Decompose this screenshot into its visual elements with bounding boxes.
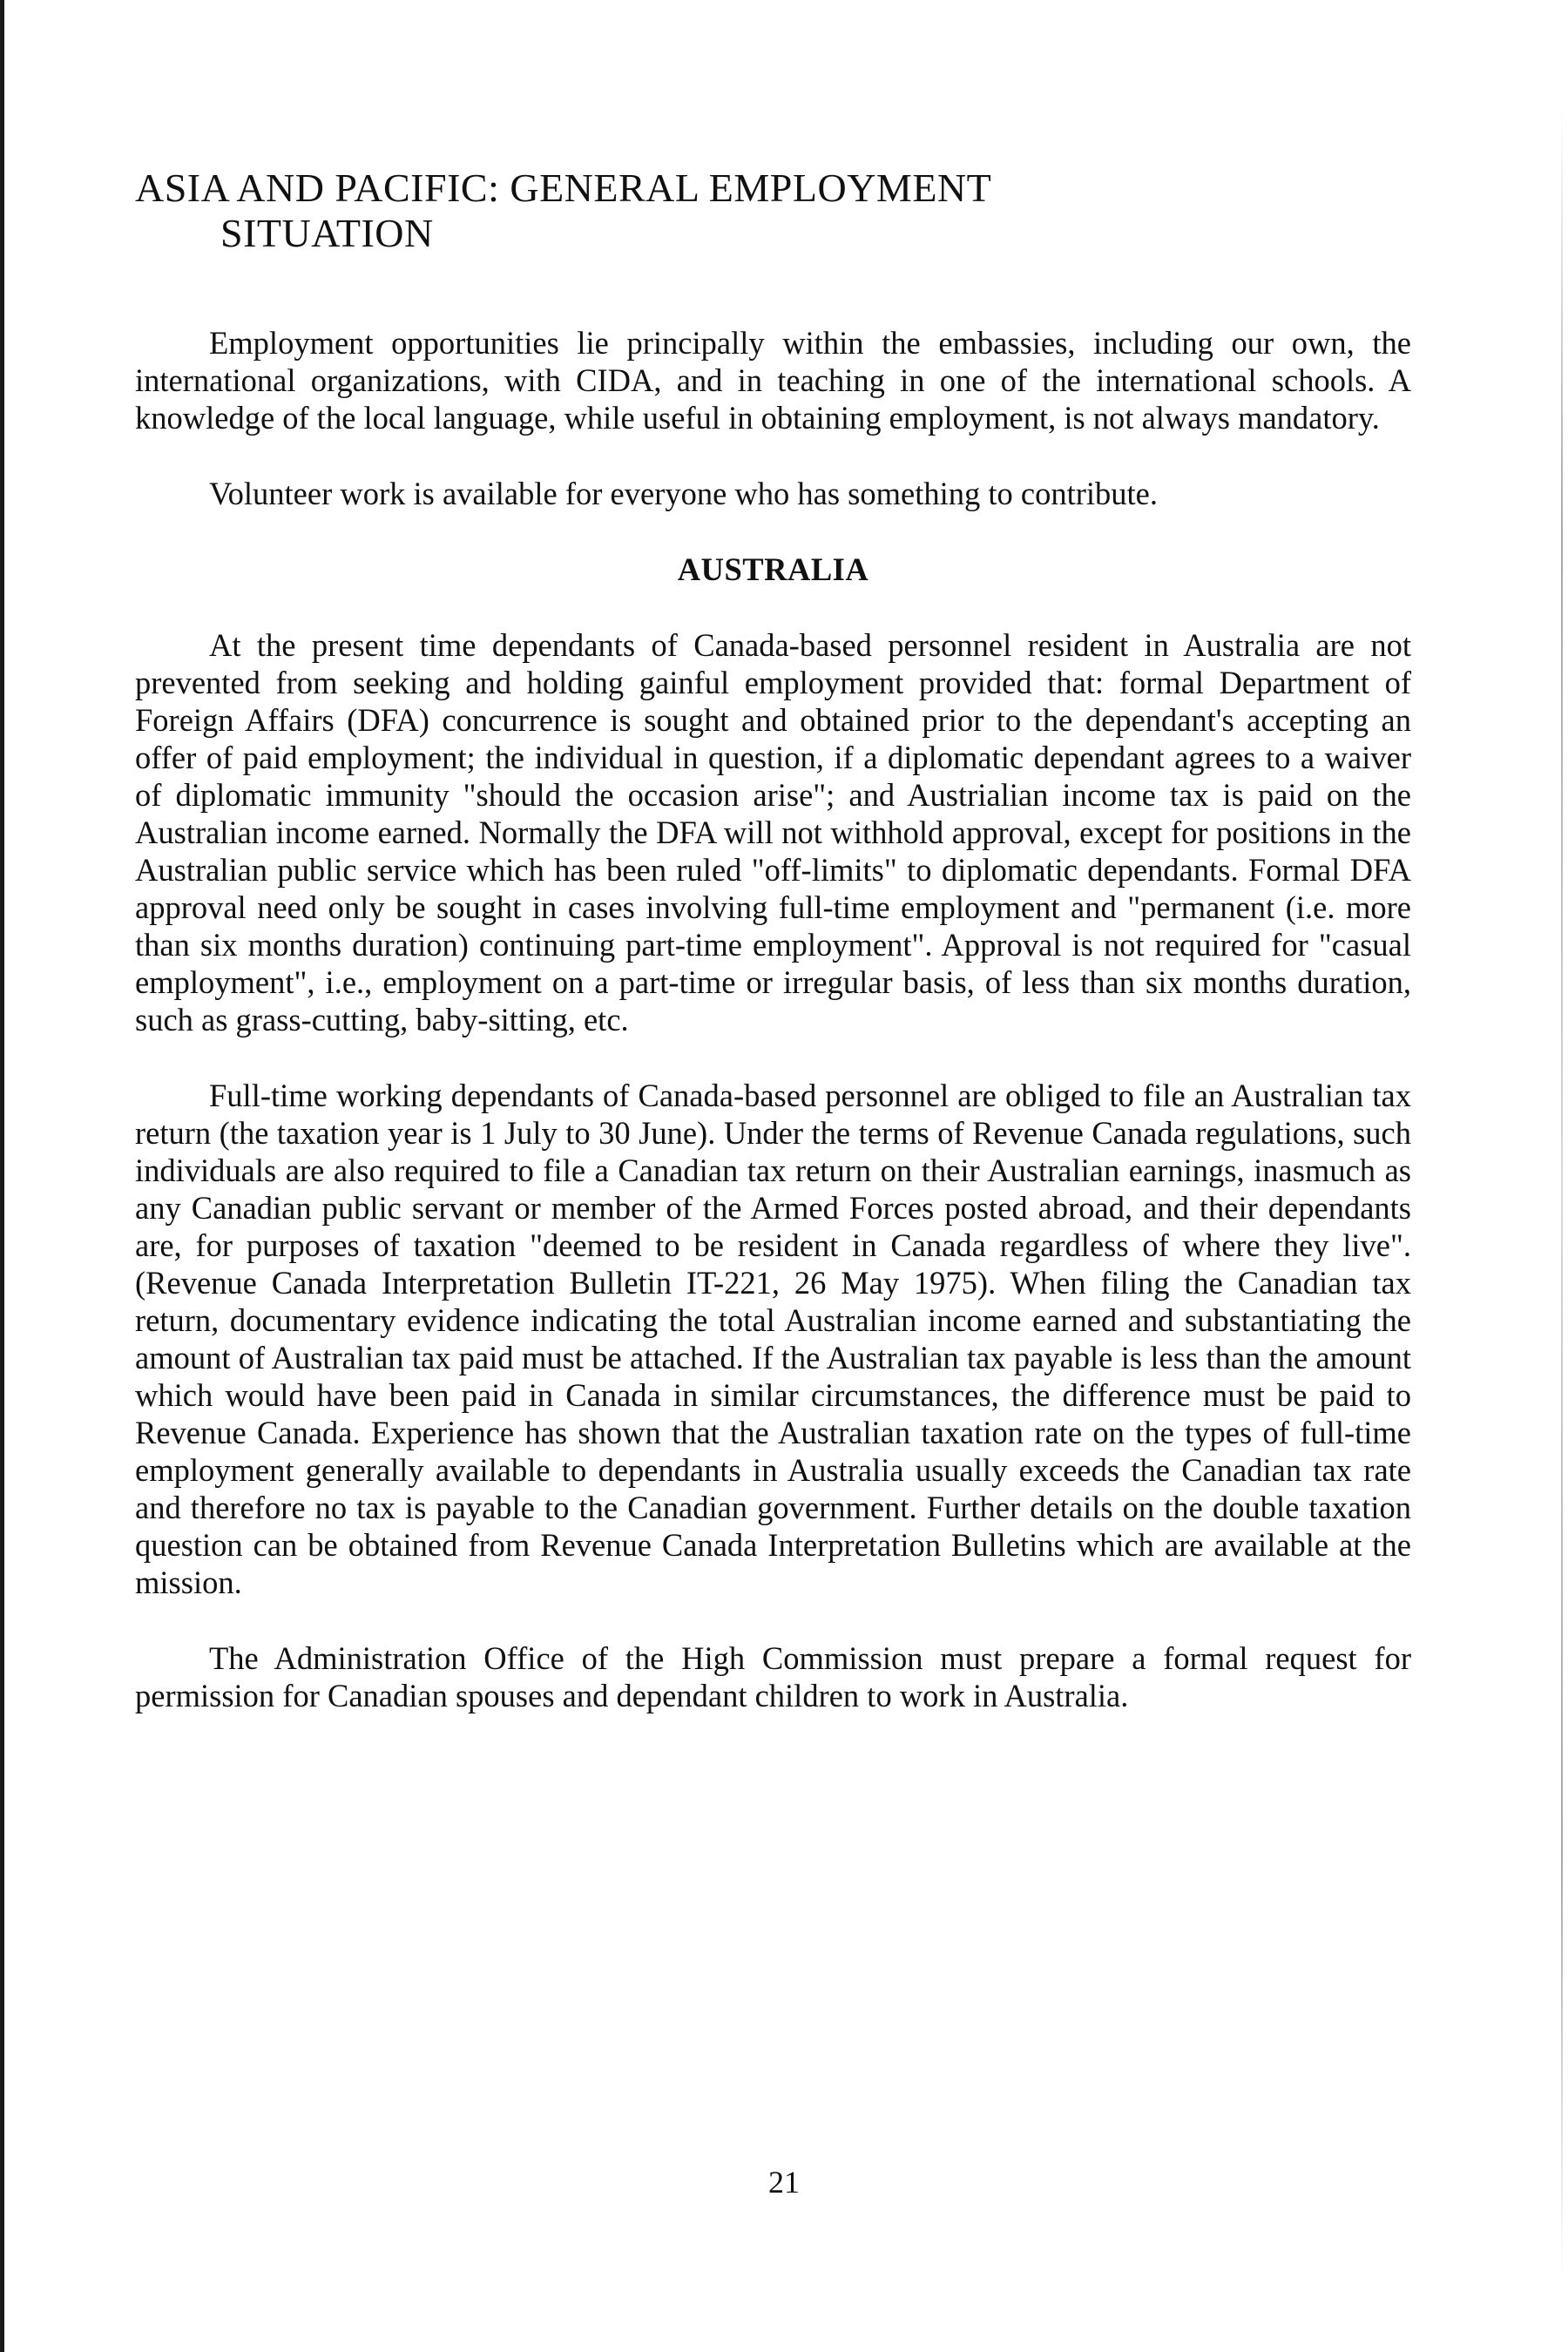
page-number: 21	[768, 2165, 800, 2200]
australia-paragraph-administration: The Administration Office of the High Commission must prepare a formal request for permission for Canadian spouses and dependant children to work in Australia.	[135, 1640, 1411, 1713]
document-heading	[135, 166, 1411, 256]
document-body	[135, 166, 1411, 1753]
intro-paragraph-employment: Employment opportunities lie principally within the embassies, including our own, the international organizations, with CIDA, and in teaching in one of the international schools. A knowledge of the local language, while useful in obtaining employment, is not always mandatory.	[135, 325, 1411, 436]
page-edge-left	[0, 0, 4, 2352]
page-edge-right	[1561, 105, 1563, 2282]
australia-paragraph-dependants: At the present time dependants of Canada-based personnel resident in Australia are not prevented from seeking and holding gainful employment provided that: formal Department of Foreign Affairs (DFA) concurrence is sought and obtained prior to the dependant's accepting an offer of paid employment; the individual in question, if a diplomatic dependant agrees to a waiver of diplomatic immunity "should the occasion arise"; and Austrialian income tax is paid on the Australian income earned. Normally the DFA will not withhold approval, except for positions in the Australian public service which has been ruled "off-limits" to diplomatic dependants. Formal DFA approval need only be sought in cases involving full-time employment and "permanent (i.e. more than six months duration) continuing part-time employment". Approval is not required for "casual employment", i.e., employment on a part-time or irregular basis, of less than six months duration, such as grass-cutting, baby-sitting, etc.	[135, 627, 1411, 1037]
australia-paragraph-taxation: Full-time working dependants of Canada-based personnel are obliged to file an Australian tax return (the taxation year is 1 July to 30 June). Under the terms of Revenue Canada regulations, such individuals are also required to file a Canadian tax return on their Australian earnings, inasmuch as any Canadian public servant or member of the Armed Forces posted abroad, and their dependants are, for purposes of taxation "deemed to be resident in Canada regardless of where they live". (Revenue Canada Interpretation Bulletin IT-221, 26 May 1975). When filing the Canadian tax return, documentary evidence indicating the total Australian income earned and substantiating the amount of Australian tax paid must be attached. If the Australian tax payable is less than the amount which would have been paid in Canada in similar circumstances, the difference must be paid to Revenue Canada. Experience has shown that the Australian taxation rate on the types of full-time employment generally available to dependants in Australia usually exceeds the Canadian tax rate and therefore no tax is payable to the Canadian government. Further details on the double taxation question can be obtained from Revenue Canada Interpretation Bulletins which are available at the mission.	[135, 1078, 1411, 1600]
heading-line-1: ASIA AND PACIFIC: GENERAL EMPLOYMENT	[135, 166, 992, 210]
section-title-australia: AUSTRALIA	[677, 551, 869, 587]
heading-line-2: SITUATION	[220, 211, 434, 255]
intro-paragraph-volunteer: Volunteer work is available for everyone who has something to contribute.	[209, 476, 1158, 511]
